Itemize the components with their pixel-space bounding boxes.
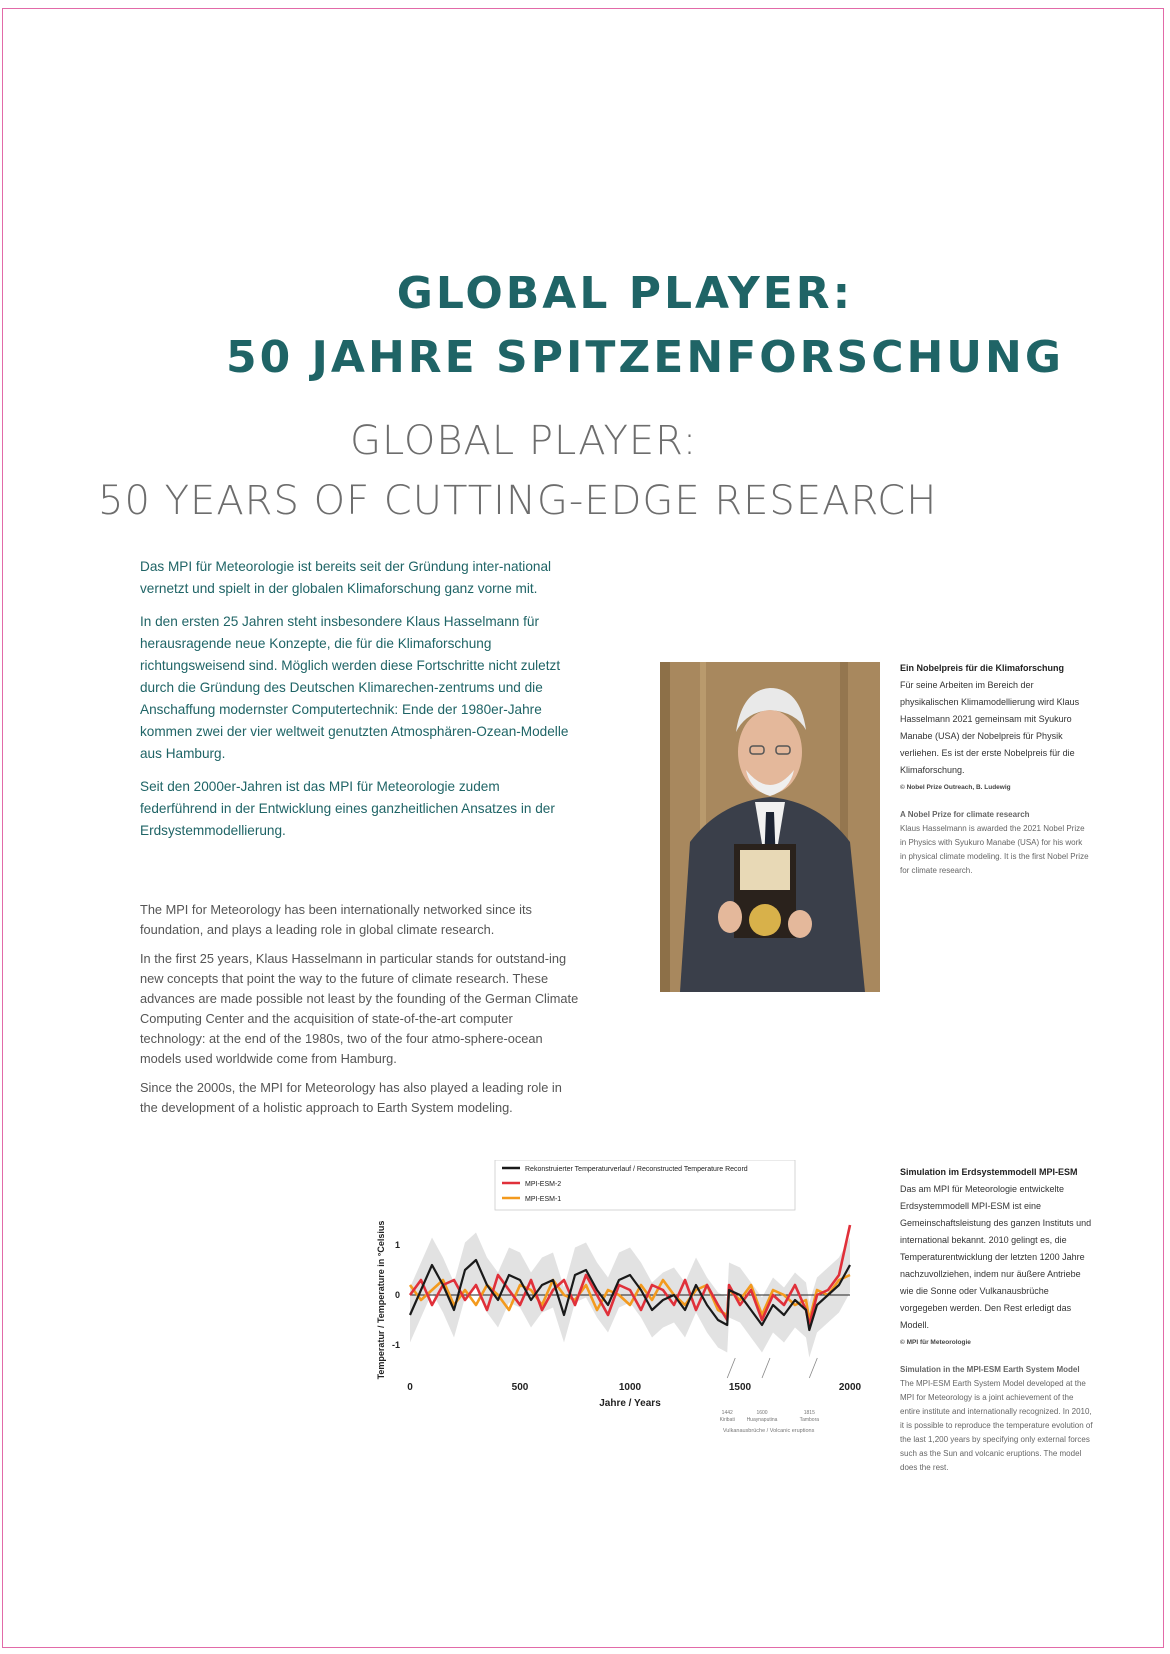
volcano-marker	[809, 1358, 817, 1378]
x-tick-label: 1500	[728, 1382, 752, 1393]
volcano-marker	[727, 1358, 735, 1378]
x-axis-label: Jahre / Years	[599, 1398, 661, 1409]
intro-en-paragraph-2: In the first 25 years, Klaus Hasselmann in particular stands for outstand-ing new concepts that point the way to the future of climate research. These advances are made possible not least by the founding of the German Climate Computing Center and the acquisition of state-of-the-art computer technology: at the end of the 1980s, two of the four atmo-sphere-ocean models used worldwide come from Hamburg.	[140, 951, 579, 1066]
y-tick-label: 1	[394, 1240, 400, 1250]
volcano-year-label: 1600	[756, 1410, 768, 1416]
chart-caption-title-de: Simulation im Erdsystemmodell MPI-ESM	[900, 1167, 1078, 1177]
intro-de-paragraph-2: In den ersten 25 Jahren steht insbesondere Klaus Hasselmann für herausragende neue Konzepte, die für die Klimaforschung richtungsweisend sind. Möglich werden diese Fortschritte nicht zuletzt durch die Gründung des Deutschen Klimarechen-zentrums und die Anschaffung modernster Computertechnik: Ende der 1980er-Jahre kommen zwei der vier weltweit genutzten Atmosphären-Ozean-Modelle aus Hamburg.	[140, 614, 569, 761]
title-en-line1: GLOBAL PLAYER:	[350, 418, 698, 464]
portrait-illustration	[660, 662, 880, 992]
chart-caption-credit: © MPI für Meteorologie	[900, 1339, 971, 1346]
title-en-line2: 50 YEARS OF CUTTING-EDGE RESEARCH	[98, 478, 938, 524]
intro-english	[140, 900, 580, 1127]
volcano-marker	[762, 1358, 770, 1378]
title-de-line1: GLOBAL PLAYER:	[396, 268, 854, 319]
intro-de-paragraph-3: Seit den 2000er-Jahren ist das MPI für Meteorologie zudem federführend in der Entwicklung eines ganzheitlichen Ansatzes in der Erdsystemmodellierung.	[140, 779, 555, 838]
intro-en-paragraph-3: Since the 2000s, the MPI for Meteorology has also played a leading role in the development of a holistic approach to Earth System modeling.	[140, 1080, 562, 1115]
chart-caption	[900, 1164, 1095, 1475]
intro-de-paragraph-1: Das MPI für Meteorologie ist bereits seit der Gründung inter-national vernetzt und spielt in der globalen Klimaforschung ganz vorne mit.	[140, 559, 552, 596]
photo-caption-credit: © Nobel Prize Outreach, B. Ludewig	[900, 784, 1011, 791]
photo-caption-title-en: A Nobel Prize for climate research	[900, 810, 1030, 819]
nobel-laureate-photo	[660, 662, 880, 992]
intro-en-paragraph-1: The MPI for Meteorology has been internationally networked since its foundation, and plays a leading role in global climate research.	[140, 902, 532, 937]
x-tick-label: 500	[511, 1382, 529, 1393]
volcano-name-label: Huaynaputina	[746, 1417, 778, 1423]
volcano-caption: Vulkanausbrüche / Volcanic eruptions	[722, 1428, 815, 1434]
x-tick-label: 0	[407, 1382, 413, 1393]
photo-caption-text-de: Für seine Arbeiten im Bereich der physikalischen Klimamodellierung wird Klaus Hasselmann 2021 gemeinsam mit Syukuro Manabe (USA) der Nobelpreis für Physik verliehen. Es ist der erste Nobelpreis für die Klimaforschung.	[900, 680, 1080, 775]
x-tick-label: 1000	[618, 1382, 642, 1393]
chart-caption-text-de: Das am MPI für Meteorologie entwickelte Erdsystemmodell MPI-ESM ist eine Gemeinschaftsleistung des ganzen Instituts und international bekannt. 2010 gelingt es, die Temperaturentwicklung der letzten 1200 Jahre nachzuvollziehen, indem nur äußere Antriebe wie die Sonne oder Vulkanausbrüche vorgegeben werden. Den Rest erledigt das Modell.	[900, 1184, 1092, 1330]
y-axis-label: Temperatur / Temperature in °Celsius	[376, 1220, 386, 1380]
volcano-name-label: Tambora	[799, 1417, 820, 1423]
volcano-name-label: Kiribati	[719, 1417, 735, 1423]
volcano-year-label: 1815	[803, 1410, 815, 1416]
legend-label: Rekonstruierter Temperaturverlauf / Reconstructed Temperature Record	[525, 1166, 748, 1173]
legend-label: MPI-ESM-1	[525, 1196, 562, 1203]
photo-caption	[900, 660, 1090, 878]
intro-german	[140, 556, 580, 853]
legend-label: MPI-ESM-2	[525, 1181, 562, 1188]
temperature-chart	[370, 1160, 870, 1460]
photo-caption-title-de: Ein Nobelpreis für die Klimaforschung	[900, 663, 1065, 673]
volcano-year-label: 1442	[721, 1410, 733, 1416]
chart-caption-title-en: Simulation in the MPI-ESM Earth System Model	[900, 1365, 1080, 1374]
title-de-line2: 50 JAHRE SPITZENFORSCHUNG	[226, 332, 1064, 383]
y-tick-label: -1	[391, 1340, 400, 1350]
x-tick-label: 2000	[838, 1382, 862, 1393]
chart-caption-text-en: The MPI-ESM Earth System Model developed at the MPI for Meteorology is a joint achievement of the entire institute and internationally recognized. In 2010, it is possible to reproduce the temperature evolution of the last 1,200 years by specifying only external forces such as the Sun and volcanic eruptions. The model does the rest.	[900, 1379, 1093, 1472]
photo-caption-text-en: Klaus Hasselmann is awarded the 2021 Nobel Prize in Physics with Syukuro Manabe (USA) for his work in physical climate modeling. It is the first Nobel Prize for climate research.	[900, 824, 1089, 875]
chart-svg	[370, 1160, 870, 1460]
y-tick-label: 0	[394, 1290, 400, 1300]
